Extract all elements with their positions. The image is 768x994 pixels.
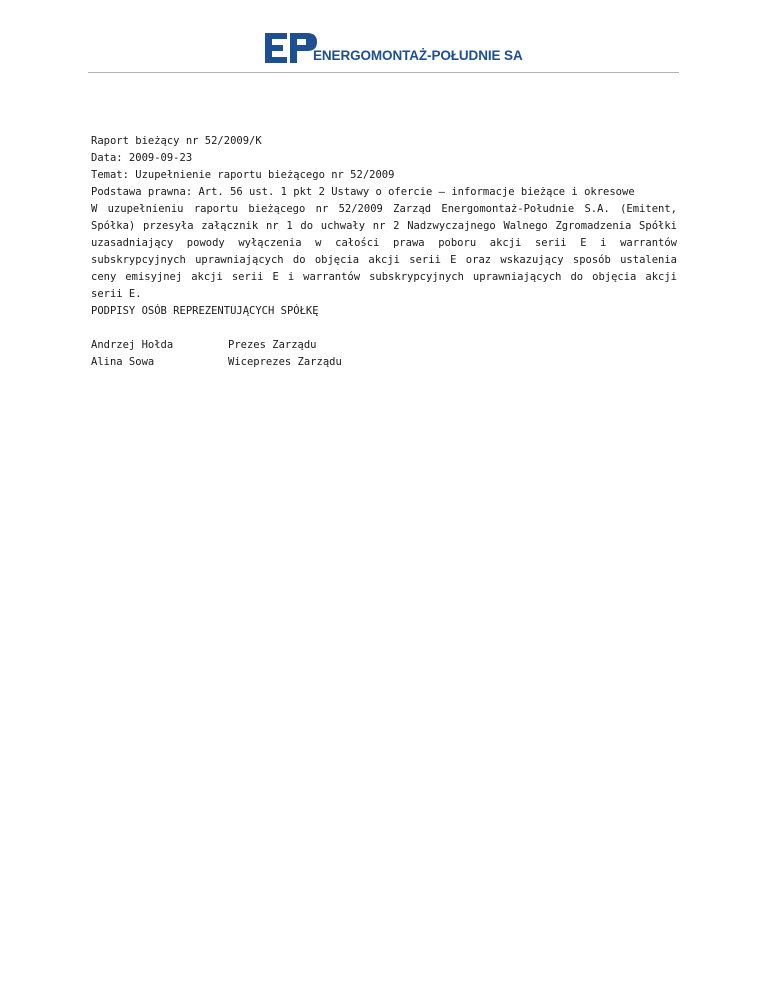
signatory-role: Prezes Zarządu [228,339,317,351]
signatory-name: Andrzej Hołda [91,339,174,351]
header-divider [88,72,679,73]
company-logo [265,33,523,63]
company-name: ENERGOMONTAŻ-POŁUDNIE SA [313,48,523,63]
signature-row [91,337,677,354]
report-number: Raport bieżący nr 52/2009/K [91,135,262,147]
report-subject: Temat: Uzupełnienie raportu bieżącego nr 52/2009 [91,169,395,181]
report-legal-basis: Podstawa prawna: Art. 56 ust. 1 pkt 2 Ustawy o ofercie – informacje bieżące i okresowe [91,186,635,198]
ep-logo-icon [265,33,317,63]
signature-row [91,354,677,371]
report-content [91,133,677,371]
report-date: Data: 2009-09-23 [91,152,193,164]
report-body: W uzupełnieniu raportu bieżącego nr 52/2009 Zarząd Energomontaż-Południe S.A. (Emitent, Spółka) przesyła załącznik nr 1 do uchwały nr 2 Nadzwyczajnego Walnego Zgromadzenia Spółki uzasadniający powody wyłączenia w całości prawa poboru akcji serii E i warrantów subskrypcyjnych uprawniających do objęcia akcji serii E oraz wskazujący sposób ustalenia ceny emisyjnej akcji serii E i warrantów subskrypcyjnych uprawniających do objęcia akcji serii E. [91,203,677,300]
signatory-name: Alina Sowa [91,356,155,368]
signatory-role: Wiceprezes Zarządu [228,356,342,368]
signatures-heading: PODPISY OSÓB REPREZENTUJĄCYCH SPÓŁKĘ [91,305,319,317]
signatures-list [91,337,677,371]
